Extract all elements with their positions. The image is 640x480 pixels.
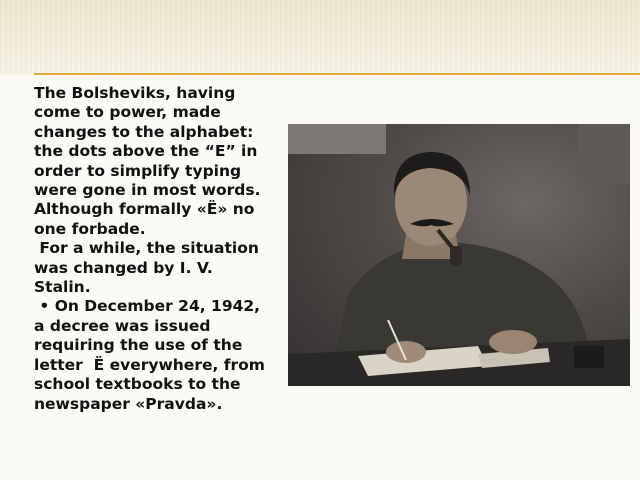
photo-pipe-bowl bbox=[450, 246, 462, 266]
photo-window bbox=[288, 124, 386, 154]
photo-inkwell bbox=[574, 346, 604, 368]
photo-wall-panel bbox=[578, 124, 630, 184]
paragraph-stalin: For a while, the situation was changed by I. V. Stalin. bbox=[34, 239, 259, 297]
photo-illustration bbox=[288, 124, 630, 386]
title-divider bbox=[34, 73, 640, 75]
header-band bbox=[0, 0, 640, 74]
stalin-writing-photo bbox=[288, 124, 630, 386]
paragraph-decree: • On December 24, 1942, a decree was issued requiring the use of the letter Ё everywhere, from school textbooks to the newspaper «Pravda». bbox=[34, 297, 265, 413]
body-text bbox=[34, 84, 274, 414]
paragraph-bolsheviks: The Bolsheviks, having come to power, made changes to the alphabet: the dots above the “E” in order to simplify typing were gone in most words. Although formally «Ё» no one forbade. bbox=[34, 84, 261, 238]
photo-left-hand bbox=[489, 330, 537, 354]
